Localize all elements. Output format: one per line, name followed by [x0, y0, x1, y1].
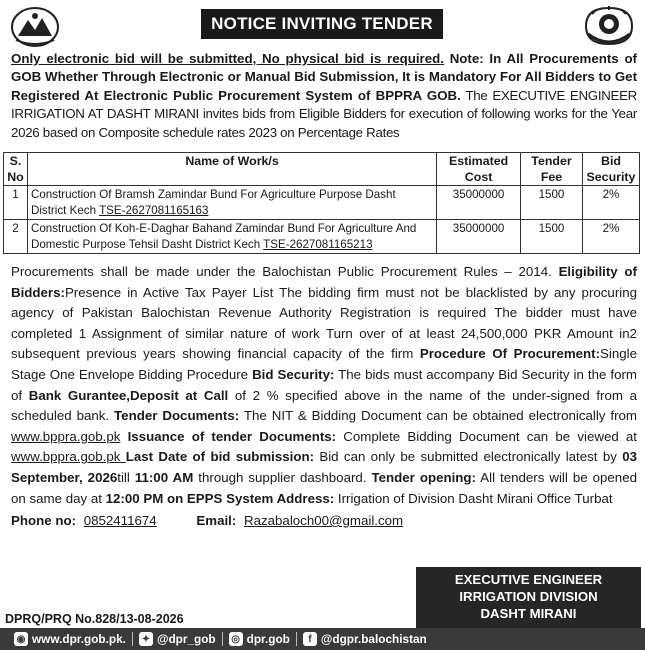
procedure-text: Single Stage One Envelope Bidding Procedure — [11, 346, 638, 382]
procedure-label: Procedure Of Procurement: — [419, 346, 601, 362]
footer-instagram[interactable] — [223, 632, 296, 646]
eligibility-label: Eligibility of Bidders: — [11, 264, 637, 300]
bppra-link[interactable]: www.bppra.gob.pk — [11, 449, 126, 465]
table-row — [4, 220, 640, 254]
footer-facebook[interactable] — [297, 632, 433, 646]
tse-link[interactable]: TSE-2627081165213 — [263, 237, 373, 251]
email-label: Email: — [196, 513, 237, 528]
bppra-link[interactable]: www.bppra.gob.pk — [11, 428, 121, 444]
facebook-icon: f — [303, 632, 317, 646]
row-cost: 35000000 — [437, 186, 521, 220]
header-cost: Estimated Cost — [437, 153, 521, 186]
header-sno: S. No — [4, 153, 28, 186]
works-table — [3, 152, 640, 254]
header-name: Name of Work/s — [27, 153, 436, 186]
instagram-text: dpr.gob — [246, 632, 290, 646]
row-sno: 1 — [4, 186, 28, 220]
row-cost: 35000000 — [437, 220, 521, 254]
work-name-text: Construction Of Koh-E-Daghar Bahand Zamindar Bund For Agriculture And Domestic Purpose Tehsil Dasht District Kech — [30, 222, 417, 251]
tender-opening-text: All tenders will be opened on same day at — [11, 469, 637, 506]
globe-icon: ◉ — [14, 632, 28, 646]
signature-title: EXECUTIVE ENGINEER — [454, 572, 603, 587]
last-date-text: Bid can only be submitted electronically latest by — [314, 449, 623, 465]
opening-time-address-label: 12:00 PM on EPPS System Address: — [105, 490, 335, 506]
dashboard-text: through supplier dashboard. — [193, 469, 372, 485]
signature-block — [416, 567, 641, 629]
dpr-logo — [582, 4, 636, 48]
bid-security-text: The bids must accompany Bid Security in the form of — [11, 366, 637, 403]
last-date-value: 03 September, 2026 — [11, 449, 637, 485]
dprq-number: DPRQ/PRQ No.828/13-08-2026 — [5, 612, 184, 626]
intro-paragraph — [11, 50, 637, 142]
footer-website[interactable] — [0, 632, 132, 646]
website-text: www.dpr.gob.pk. — [32, 632, 126, 646]
twitter-text: @dpr_gob — [156, 632, 216, 646]
intro-electronic-bid: Only electronic bid will be submitted, No physical bid is required. — [11, 51, 444, 66]
last-date-label: Last Date of bid submission: — [125, 449, 315, 465]
address-text: Irrigation of Division Dasht Mirani Office Turbat — [334, 490, 613, 506]
eligibility-text: Presence in Active Tax Payer List The bidding firm must not be blacklisted by any procuring agency of Pakistan Balochistan Revenue Authority Registration is required The bidder must have completed 1 Assignment of similar nature of work Turn over of at least 24,500,000 PKR Amount in2 subsequent previous years showing financial capacity of the firm — [11, 284, 637, 362]
footer-bar — [0, 628, 645, 650]
bid-security-label: Bid Security: — [252, 366, 335, 382]
email-link[interactable]: Razabaloch00@gmail.com — [243, 513, 404, 528]
signature-division: IRRIGATION DIVISION — [459, 589, 598, 604]
header-security: Bid Security — [582, 153, 639, 186]
bank-guarantee-text: Bank Gurantee,Deposit at Call — [28, 387, 229, 403]
work-name-text: Construction Of Bramsh Zamindar Bund For Agriculture Purpose Dasht District Kech — [30, 188, 396, 217]
tender-details — [11, 262, 637, 509]
signature-location: DASHT MIRANI — [480, 606, 577, 621]
issuance-text: Complete Bidding Document can be viewed at — [336, 428, 638, 444]
phone-label: Phone no: — [11, 513, 76, 528]
issuance-label: Issuance of tender Documents: — [120, 428, 337, 444]
notice-title: NOTICE INVITING TENDER — [201, 9, 443, 39]
table-row — [4, 186, 640, 220]
balochistan-govt-logo — [10, 6, 60, 48]
contact-row — [11, 513, 637, 528]
phone-number[interactable]: 0852411674 — [83, 513, 157, 528]
facebook-text: @dgpr.balochistan — [320, 632, 427, 646]
till-text: till — [117, 469, 135, 485]
rules-text: Procurements shall be made under the Balochistan Public Procurement Rules – 2014. — [11, 264, 559, 279]
tse-link[interactable]: TSE-2627081165163 — [99, 203, 209, 217]
row-fee: 1500 — [521, 186, 583, 220]
table-header-row — [4, 153, 640, 186]
tender-opening-label: Tender opening: — [371, 469, 476, 485]
intro-invitation: The EXECUTIVE ENGINEER IRRIGATION AT DASHT MIRANI invites bids from Eligible Bidders for execution of following works for the Year 2026 based on Composite schedule rates 2023 on Percentage Rates — [11, 87, 637, 140]
twitter-icon: ✦ — [139, 632, 153, 646]
row-security: 2% — [582, 220, 639, 254]
tender-documents-label: Tender Documents: — [114, 408, 240, 424]
row-sno: 2 — [4, 220, 28, 254]
row-security: 2% — [582, 186, 639, 220]
instagram-icon: ◎ — [229, 632, 243, 646]
row-work-name — [27, 186, 436, 220]
footer-twitter[interactable] — [133, 632, 222, 646]
header-fee: Tender Fee — [521, 153, 583, 186]
intro-note: Note: In All Procurements of GOB Whether Through Electronic or Manual Bid Submission, It is Mandatory For All Bidders to Get Registered At Electronic Public Procurement System of BPPRA GOB. — [11, 51, 637, 103]
header — [0, 0, 645, 50]
tender-documents-text: The NIT & Bidding Document can be obtained electronically from — [239, 408, 637, 424]
security-detail-text: of 2 % specified above in the name of the under-signed from a scheduled bank. — [11, 387, 637, 424]
row-work-name — [27, 220, 436, 254]
deadline-time: 11:00 AM — [134, 469, 194, 485]
row-fee: 1500 — [521, 220, 583, 254]
